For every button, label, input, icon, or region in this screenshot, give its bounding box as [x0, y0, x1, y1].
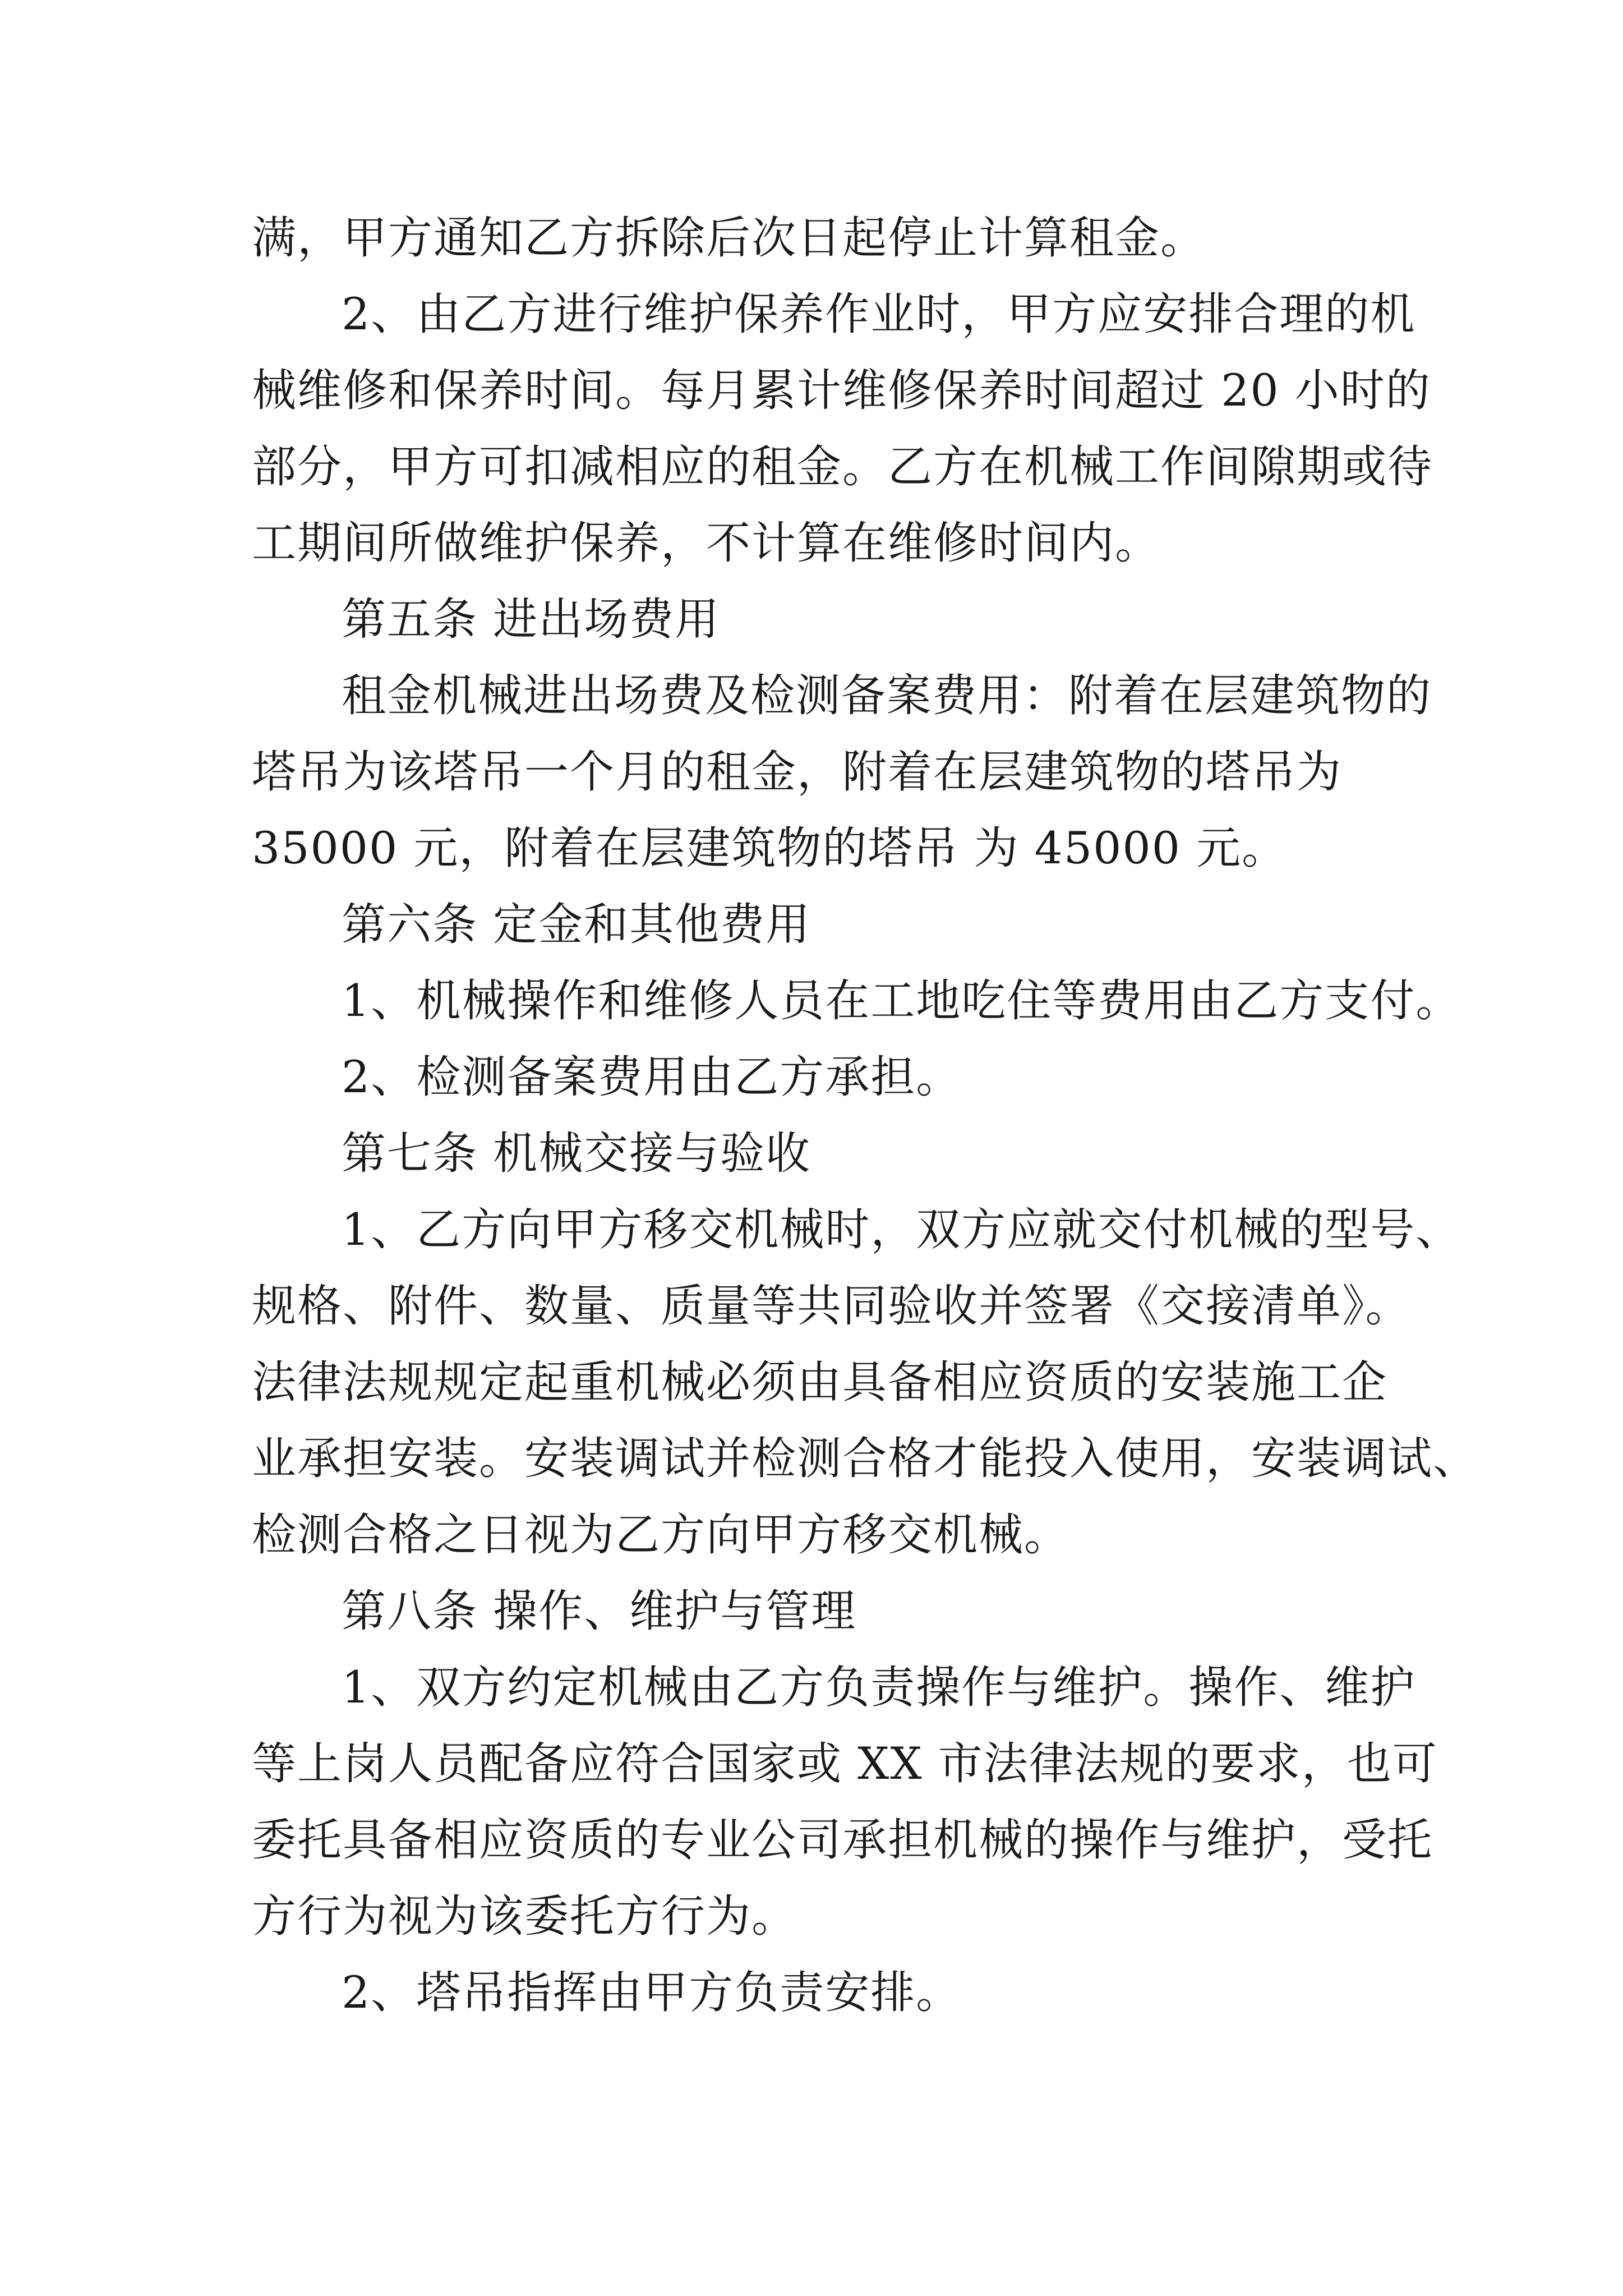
text-line: 等上岗人员配备应符合国家或 XX 市法律法规的要求，也可 [252, 1738, 1438, 1789]
contract-body [252, 200, 1478, 2031]
text-line: 2、检测备案费用由乙方承担。 [342, 1051, 962, 1103]
text-line: 业承担安装。安装调试并检测合格才能投入使用，安装调试、 [252, 1433, 1478, 1484]
text-line: 械维修和保养时间。每月累计维修保养时间超过 20 小时的 [252, 365, 1431, 416]
text-line: 2、塔吊指挥由甲方负责安排。 [342, 1967, 962, 2018]
section-heading: 第八条 操作、维护与管理 [342, 1585, 857, 1637]
section-heading: 第六条 定金和其他费用 [342, 899, 811, 950]
text-line: 塔吊为该塔吊一个月的租金，附着在层建筑物的塔吊为 [252, 746, 1342, 798]
text-line: 1、双方约定机械由乙方负责操作与维护。操作、维护 [342, 1662, 1416, 1713]
text-line: 规格、附件、数量、质量等共同验收并签署《交接清单》。 [252, 1280, 1411, 1332]
text-line: 检测合格之日视为乙方向甲方移交机械。 [252, 1509, 1069, 1561]
text-line: 方行为视为该委托方行为。 [252, 1890, 797, 1942]
text-line: 35000 元，附着在层建筑物的塔吊 为 45000 元。 [252, 822, 1288, 874]
text-line: 工期间所做维护保养，不计算在维修时间内。 [252, 517, 1160, 569]
text-line: 委托具备相应资质的专业公司承担机械的操作与维护，受托 [252, 1814, 1433, 1866]
text-line: 法律法规规定起重机械必须由具备相应资质的安装施工企 [252, 1356, 1387, 1408]
text-line: 1、乙方向甲方移交机械时，双方应就交付机械的型号、 [342, 1204, 1461, 1255]
text-line: 2、由乙方进行维护保养作业时，甲方应安排合理的机 [342, 288, 1416, 340]
section-heading: 第七条 机械交接与验收 [342, 1128, 811, 1179]
section-heading: 第五条 进出场费用 [342, 593, 721, 645]
text-line: 租金机械进出场费及检测备案费用：附着在层建筑物的 [342, 670, 1432, 721]
text-line: 部分，甲方可扣减相应的租金。乙方在机械工作间隙期或待 [252, 441, 1433, 493]
text-line: 满，甲方通知乙方拆除后次日起停止计算租金。 [252, 212, 1206, 264]
text-line: 1、机械操作和维修人员在工地吃住等费用由乙方支付。 [342, 975, 1461, 1027]
